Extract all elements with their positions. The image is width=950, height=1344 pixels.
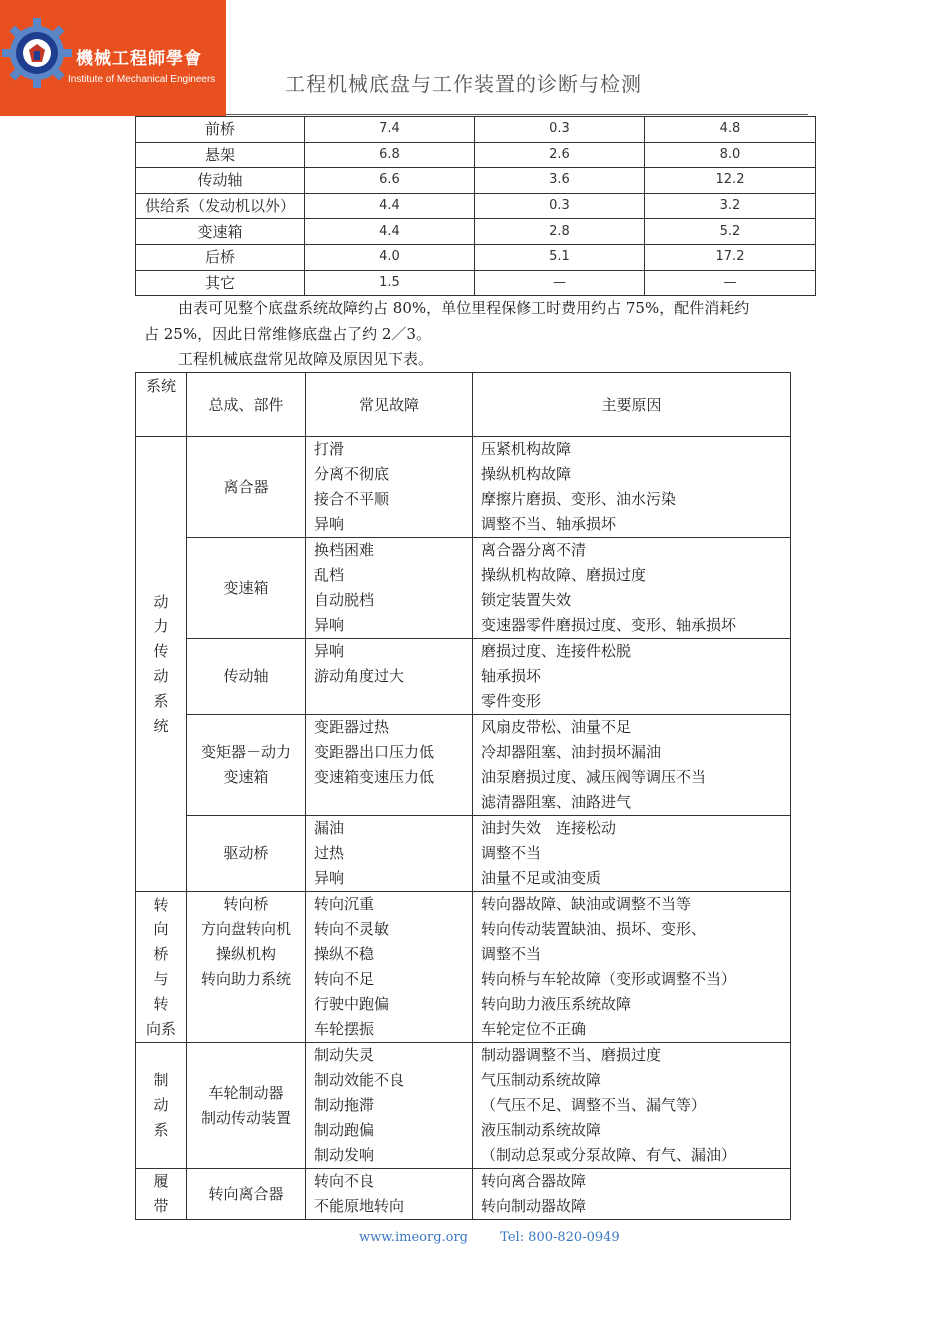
- fault-line: 变距器过热: [314, 718, 390, 736]
- cause-line: 油量不足或油变质: [481, 869, 602, 887]
- cause-line: 滤清器阻塞、油路进气: [481, 793, 632, 811]
- component-line: 操纵机构: [215, 945, 276, 963]
- fault-line: 漏油: [314, 819, 345, 837]
- table-cell: 5.1: [475, 244, 645, 270]
- table-cell: 3.2: [645, 193, 816, 219]
- component-cell: [187, 437, 306, 538]
- component-cell: [187, 538, 306, 639]
- cause-cell: [473, 1043, 791, 1169]
- cause-line: 液压制动系统故障: [481, 1121, 602, 1139]
- fault-line: [314, 790, 472, 815]
- cause-line: 压紧机构故障: [481, 440, 572, 458]
- fault-cell: [306, 892, 473, 1043]
- fault-line: [314, 689, 472, 714]
- cause-cell: [473, 892, 791, 1043]
- fault-cause-table: [135, 372, 791, 1220]
- table-row: [136, 168, 816, 194]
- fault-cell: [306, 437, 473, 538]
- table-row: [136, 219, 816, 245]
- table-cell: 后桥: [136, 244, 305, 270]
- cause-line: 锁定装置失效: [481, 591, 572, 609]
- system-char: 动: [153, 592, 169, 611]
- table-cell: 5.2: [645, 219, 816, 245]
- fault-line: 转向不足: [314, 970, 375, 988]
- table-cell: 2.6: [475, 142, 645, 168]
- fault-line: 换档困难: [314, 541, 375, 559]
- system-cell: [136, 1169, 187, 1220]
- cause-line: （气压不足、调整不当、漏气等）: [481, 1096, 707, 1114]
- table-cell: 4.4: [305, 219, 475, 245]
- fault-line: 异响: [314, 642, 345, 660]
- cause-line: 操纵机构故障: [481, 465, 572, 483]
- system-char: 履: [153, 1172, 169, 1191]
- component-line: 变速箱: [223, 578, 269, 597]
- cause-line: 摩擦片磨损、变形、油水污染: [481, 490, 677, 508]
- component-cell: [187, 1043, 306, 1169]
- system-char: 向: [153, 920, 169, 939]
- cause-line: 车轮定位不正确: [481, 1020, 587, 1038]
- statistics-table: [135, 116, 816, 296]
- cause-line: （制动总泵或分泵故障、有气、漏油）: [481, 1146, 737, 1164]
- system-char: 力: [153, 617, 169, 636]
- fault-line: 过热: [314, 844, 345, 862]
- system-char: 制: [153, 1071, 169, 1090]
- fault-line: 制动拖滞: [314, 1096, 375, 1114]
- table-cell: 17.2: [645, 244, 816, 270]
- cause-cell: [473, 816, 791, 892]
- table-row: [136, 639, 791, 715]
- cause-line: 油泵磨损过度、减压阀等调压不当: [481, 768, 707, 786]
- fault-line: 打滑: [314, 440, 345, 458]
- fault-cell: [306, 1043, 473, 1169]
- fault-line: 行驶中跑偏: [314, 995, 390, 1013]
- table-cell: 前桥: [136, 117, 305, 143]
- system-char: 带: [153, 1197, 169, 1215]
- footer-phone: Tel: 800-820-0949: [500, 1230, 620, 1245]
- logo-banner: [0, 0, 226, 116]
- fault-line: 车轮摆振: [314, 1020, 375, 1038]
- cause-cell: [473, 437, 791, 538]
- table-cell: 变速箱: [136, 219, 305, 245]
- table-row: [136, 538, 791, 639]
- fault-line: 自动脱档: [314, 591, 375, 609]
- fault-line: 转向不灵敏: [314, 920, 390, 938]
- table-row: [136, 117, 816, 143]
- component-cell: [187, 1169, 306, 1220]
- system-cell: [136, 892, 187, 1043]
- table-cell: 2.8: [475, 219, 645, 245]
- fault-line: 分离不彻底: [314, 465, 390, 483]
- system-char: 动: [153, 667, 169, 685]
- cause-cell: [473, 1169, 791, 1220]
- component-line: 离合器: [223, 477, 269, 496]
- fault-cell: [306, 1169, 473, 1220]
- table-row: [136, 892, 791, 1043]
- fault-line: 不能原地转向: [314, 1197, 405, 1215]
- table-cell: —: [645, 270, 816, 296]
- component-line: 方向盘转向机: [200, 920, 291, 938]
- table-cell: 悬架: [136, 142, 305, 168]
- fault-cell: [306, 816, 473, 892]
- component-line: 变速箱: [223, 768, 269, 786]
- table-cell: 传动轴: [136, 168, 305, 194]
- cause-line: 转向助力液压系统故障: [481, 995, 632, 1013]
- component-line: [187, 992, 305, 1017]
- component-cell: [187, 639, 306, 715]
- cause-line: 转向桥与车轮故障（变形或调整不当）: [481, 970, 737, 988]
- fault-line: 制动失灵: [314, 1046, 375, 1064]
- fault-cell: [306, 538, 473, 639]
- table-cell: 4.8: [645, 117, 816, 143]
- cause-line: 转向离合器故障: [481, 1172, 587, 1190]
- document-title: 工程机械底盘与工作装置的诊断与检测: [285, 72, 642, 96]
- fault-line: 游动角度过大: [314, 667, 405, 685]
- table-cell: 3.6: [475, 168, 645, 194]
- fault-cell: [306, 715, 473, 816]
- cause-cell: [473, 538, 791, 639]
- component-cell: [187, 892, 306, 1043]
- system-char: 桥: [153, 945, 169, 964]
- table-cell: 4.0: [305, 244, 475, 270]
- system-char: 转: [153, 994, 169, 1013]
- cause-line: 变速器零件磨损过度、变形、轴承损坏: [481, 616, 737, 634]
- fault-line: 制动发响: [314, 1146, 375, 1164]
- table-cell: 1.5: [305, 270, 475, 296]
- table-cell: —: [475, 270, 645, 296]
- system-cell: [136, 1043, 187, 1169]
- fault-line: 制动跑偏: [314, 1121, 375, 1139]
- logo-name-cn: 機械工程師學會: [76, 49, 202, 69]
- logo-name-en: Institute of Mechanical Engineers: [68, 74, 216, 85]
- table-cell: 0.3: [475, 117, 645, 143]
- cause-line: 轴承损坏: [481, 667, 542, 685]
- table-cell: 供给系（发动机以外）: [136, 193, 305, 219]
- fault-line: 异响: [314, 616, 345, 634]
- fault-line: 变距器出口压力低: [314, 743, 435, 761]
- table-row: [136, 270, 816, 296]
- system-char: 转: [153, 895, 169, 914]
- page-footer: [359, 1230, 648, 1245]
- cause-line: 冷却器阻塞、油封损坏漏油: [481, 743, 662, 761]
- cause-cell: [473, 715, 791, 816]
- system-cell: [136, 437, 187, 892]
- component-line: 转向离合器: [208, 1184, 284, 1203]
- component-cell: [187, 816, 306, 892]
- table-cell: 6.8: [305, 142, 475, 168]
- cause-line: 零件变形: [481, 692, 542, 710]
- table-row: [136, 437, 791, 538]
- header-fault: 常见故障: [306, 373, 473, 437]
- fault-cell: [306, 639, 473, 715]
- header-component: 总成、部件: [187, 373, 306, 437]
- paragraph-summary-line2: 占 25%，因此日常维修底盘占了约 2／3。: [144, 325, 431, 343]
- table-cell: 6.6: [305, 168, 475, 194]
- component-line: 传动轴: [223, 667, 269, 685]
- system-char: 动: [153, 1096, 169, 1115]
- system-char: 统: [153, 716, 169, 735]
- gear-seal-icon: [2, 18, 72, 88]
- fault-line: 转向不良: [314, 1172, 375, 1190]
- table-cell: 0.3: [475, 193, 645, 219]
- component-line: 转向桥: [223, 895, 269, 913]
- cause-cell: [473, 639, 791, 715]
- fault-line: 操纵不稳: [314, 945, 375, 963]
- table-cell: 7.4: [305, 117, 475, 143]
- table-row: [136, 1169, 791, 1220]
- fault-line: 异响: [314, 515, 345, 533]
- component-line: [187, 1017, 305, 1042]
- table-row: [136, 193, 816, 219]
- fault-line: 接合不平顺: [314, 490, 390, 508]
- cause-line: 磨损过度、连接件松脱: [481, 642, 632, 660]
- table-row: [136, 816, 791, 892]
- cause-line: 风扇皮带松、油量不足: [481, 718, 632, 736]
- table-row: [136, 1043, 791, 1169]
- fault-line: 制动效能不良: [314, 1071, 405, 1089]
- cause-line: 油封失效 连接松动: [481, 819, 617, 837]
- fault-line: 异响: [314, 869, 345, 887]
- cause-line: 调整不当: [481, 844, 542, 862]
- table-row: [136, 715, 791, 816]
- cause-line: 制动器调整不当、磨损过度: [481, 1046, 662, 1064]
- component-cell: [187, 715, 306, 816]
- table-row: [136, 244, 816, 270]
- table-row: [136, 142, 816, 168]
- component-line: 转向助力系统: [200, 970, 291, 988]
- cause-line: 气压制动系统故障: [481, 1071, 602, 1089]
- component-line: 制动传动装置: [200, 1108, 291, 1127]
- paragraph-summary-line1: 由表可见整个底盘系统故障约占 80%，单位里程保修工时费用约占 75%，配件消耗约: [178, 299, 750, 317]
- component-line: 变矩器－动力: [200, 743, 291, 761]
- system-char: 传: [153, 642, 169, 661]
- table-cell: 8.0: [645, 142, 816, 168]
- cause-line: 离合器分离不清: [481, 541, 587, 559]
- paragraph-intro: 工程机械底盘常见故障及原因见下表。: [178, 350, 434, 368]
- cause-line: 调整不当: [481, 945, 542, 963]
- table-cell: 12.2: [645, 168, 816, 194]
- cause-line: 调整不当、轴承损坏: [481, 515, 617, 533]
- fault-line: 变速箱变速压力低: [314, 768, 435, 786]
- fault-line: 乱档: [314, 566, 345, 584]
- table-cell: 其它: [136, 270, 305, 296]
- fault-line: 转向沉重: [314, 895, 375, 913]
- component-line: 驱动桥: [223, 844, 269, 862]
- cause-line: 转向传动装置缺油、损坏、变形、: [481, 920, 707, 938]
- header-system: 系统: [136, 373, 187, 437]
- system-char: 向系: [145, 1019, 176, 1038]
- footer-website: www.imeorg.org: [359, 1230, 469, 1245]
- table-header-row: [136, 373, 791, 437]
- system-char: 系: [153, 1120, 169, 1139]
- system-char: 系: [153, 691, 169, 710]
- header-divider: [226, 114, 808, 115]
- system-char: 与: [153, 970, 169, 988]
- cause-line: 操纵机构故障、磨损过度: [481, 566, 647, 584]
- table-cell: 4.4: [305, 193, 475, 219]
- component-line: 车轮制动器: [208, 1083, 284, 1102]
- header-cause: 主要原因: [473, 373, 791, 437]
- cause-line: 转向器故障、缺油或调整不当等: [481, 895, 692, 913]
- cause-line: 转向制动器故障: [481, 1197, 587, 1215]
